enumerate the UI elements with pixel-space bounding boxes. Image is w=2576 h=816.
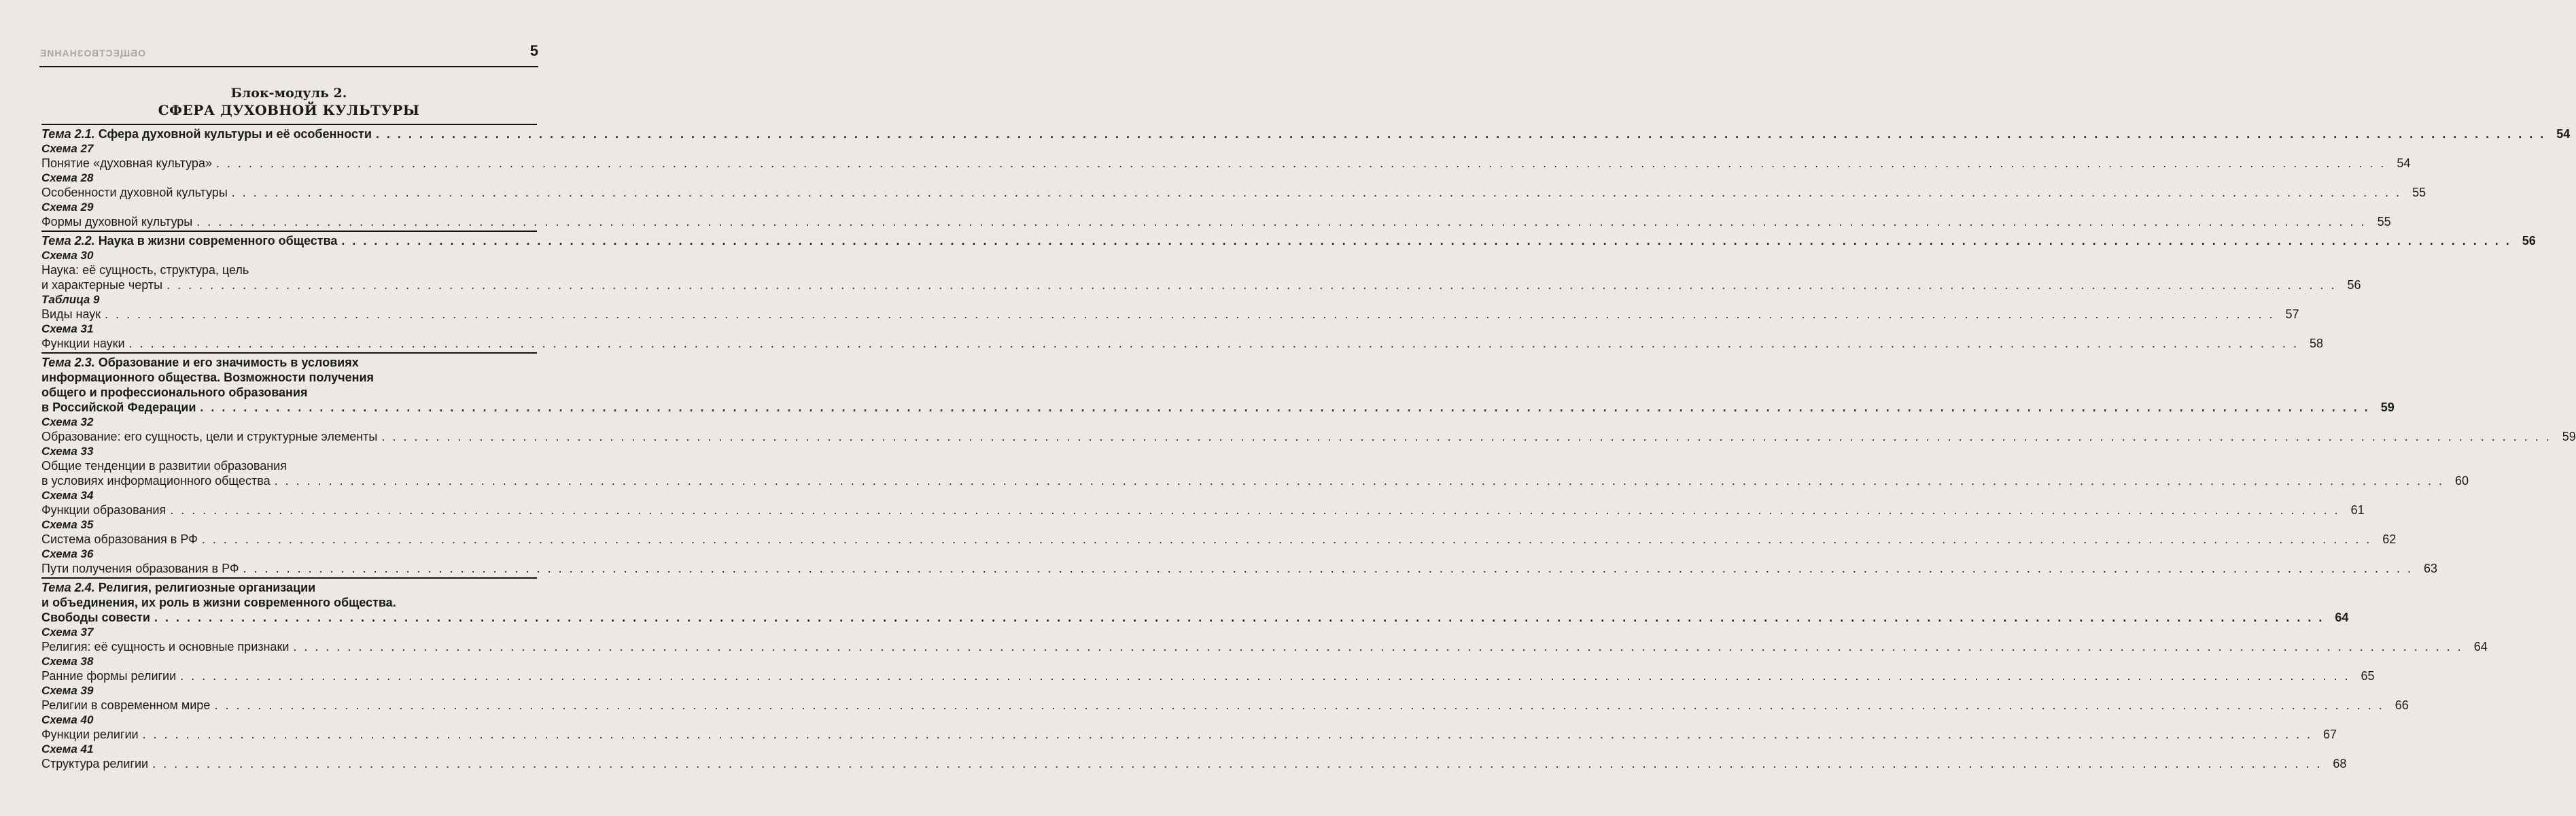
toc-entry xyxy=(41,473,2469,488)
dot-leader: . . . . . . . . . . . . . . . . . . . . . . . . . . . . . . . . . . . . . . . . . . . . . . . . . . . . . . . . . . . . . . . . . . . . . . . . . . . . . . . . . . . . . . . . . . . . . . . . . . . . . . . . . . . . . . . . . . . . . . . . . . . . . . . . . . . . . . . . . . . . . . . . . . . . . . . . . . . . . . . . . . . . . . . . . . . . . . . . . . . . . . . . . . . . . . . . . . . . . . . . xyxy=(167,278,2337,292)
section-divider xyxy=(41,124,537,125)
schema-label: Схема 31 xyxy=(41,322,94,335)
dot-leader: . . . . . . . . . . . . . . . . . . . . . . . . . . . . . . . . . . . . . . . . . . . . . . . . . . . . . . . . . . . . . . . . . . . . . . . . . . . . . . . . . . . . . . . . . . . . . . . . . . . . . . . . . . . . . . . . . . . . . . . . . . . . . . . . . . . . . . . . . . . . . . . . . . . . . . . . . . . . . . . . . . . . . . . . . . . . . . . . . . . . . . . . . . . . . . . . . . . . . . . . xyxy=(196,215,2367,228)
toc-entry xyxy=(41,429,2576,444)
topic-title xyxy=(41,233,337,248)
toc-entry-title: Образование: его сущность, цели и структурные элементы xyxy=(41,430,378,443)
page-ref: 59 xyxy=(2562,430,2576,443)
dot-leader: . . . . . . . . . . . . . . . . . . . . . . . . . . . . . . . . . . . . . . . . . . . . . . . . . . . . . . . . . . . . . . . . . . . . . . . . . . . . . . . . . . . . . . . . . . . . . . . . . . . . . . . . . . . . . . . . . . . . . . . . . . . . . . . . . . . . . . . . . . . . . . . . . . . . . . . . . . . . . . . . . . . . . . . . . . . . . . . . . . . . . . . . . . . . . . . . . . . . . . . . xyxy=(170,503,2340,517)
toc-line-text: и объединения, их роль в жизни современного общества. xyxy=(41,596,396,609)
toc-entry-title: Система образования в РФ xyxy=(41,532,198,546)
toc-entry-title: Структура религии xyxy=(41,757,149,770)
toc-line-text: Общие тенденции в развитии образования xyxy=(41,459,287,473)
dot-leader: . . . . . . . . . . . . . . . . . . . . . . . . . . . . . . . . . . . . . . . . . . . . . . . . . . . . . . . . . . . . . . . . . . . . . . . . . . . . . . . . . . . . . . . . . . . . . . . . . . . . . . . . . . . . . . . . . . . . . . . . . . . . . . . . . . . . . . . . . . . . . . . . . . . . . . . . . . . . . . . . . . . . . . . . . . . . . . . . . . . . . . . . . . . . . . . . . . . . . . . . xyxy=(180,669,2350,683)
dot-leader: . . . . . . . . . . . . . . . . . . . . . . . . . . . . . . . . . . . . . . . . . . . . . . . . . . . . . . . . . . . . . . . . . . . . . . . . . . . . . . . . . . . . . . . . . . . . . . . . . . . . . . . . . . . . . . . . . . . . . . . . . . . . . . . . . . . . . . . . . . . . . . . . . . . . . . . . . . . . . . . . . . . . . . . . . . . . . . . . . . . . . . . . . . . . . . . . . . . . . . . . xyxy=(381,430,2552,443)
header-rule xyxy=(39,66,538,67)
topic-title-line xyxy=(41,595,537,610)
toc-entry-title: Понятие «духовная культура» xyxy=(41,156,212,170)
toc-entry xyxy=(41,336,2323,351)
toc-entry-title: Функции образования xyxy=(41,503,167,517)
toc-line-text: общего и профессионального образования xyxy=(41,386,308,399)
schema-label: Схема 30 xyxy=(41,249,94,262)
toc-entry xyxy=(41,185,2426,200)
topic-number: Тема 2.4. xyxy=(41,581,95,594)
toc-entry-title: Религия: её сущность и основные признаки xyxy=(41,640,290,653)
schema-label: Схема 39 xyxy=(41,684,94,697)
dot-leader: . . . . . . . . . . . . . . . . . . . . . . . . . . . . . . . . . . . . . . . . . . . . . . . . . . . . . . . . . . . . . . . . . . . . . . . . . . . . . . . . . . . . . . . . . . . . . . . . . . . . . . . . . . . . . . . . . . . . . . . . . . . . . . . . . . . . . . . . . . . . . . . . . . . . . . . . . . . . . . . . . . . . . . . . . . . . . . . . . . . . . . . . . . . . . . . . . . . . . . . . xyxy=(152,757,2322,770)
schema-label: Схема 34 xyxy=(41,489,94,502)
dot-leader: . . . . . . . . . . . . . . . . . . . . . . . . . . . . . . . . . . . . . . . . . . . . . . . . . . . . . . . . . . . . . . . . . . . . . . . . . . . . . . . . . . . . . . . . . . . . . . . . . . . . . . . . . . . . . . . . . . . . . . . . . . . . . . . . . . . . . . . . . . . . . . . . . . . . . . . . . . . . . . . . . . . . . . . . . . . . . . . . . . . . . . . . . . . . . . . . . . . . . . . . xyxy=(200,401,2370,414)
topic-heading xyxy=(41,126,2571,141)
schema-label: Схема 28 xyxy=(41,171,94,184)
topic-number: Тема 2.3. xyxy=(41,356,95,369)
toc-entry xyxy=(41,503,2365,517)
page-ref: 57 xyxy=(2285,307,2299,321)
topic-heading xyxy=(41,580,537,595)
toc-entry-line xyxy=(41,458,537,473)
dot-leader: . . . . . . . . . . . . . . . . . . . . . . . . . . . . . . . . . . . . . . . . . . . . . . . . . . . . . . . . . . . . . . . . . . . . . . . . . . . . . . . . . . . . . . . . . . . . . . . . . . . . . . . . . . . . . . . . . . . . . . . . . . . . . . . . . . . . . . . . . . . . . . . . . . . . . . . . . . . . . . . . . . . . . . . . . . . . . . . . . . . . . . . . . . . . . . . . . . . . . . . . xyxy=(105,307,2275,321)
page-ref: 60 xyxy=(2455,474,2469,488)
topic-title-line: Образование и его значимость в условиях xyxy=(98,356,359,369)
topic-title xyxy=(41,126,372,141)
toc-entry xyxy=(41,532,2397,547)
topic-title-line: в Российской Федерации xyxy=(41,401,196,414)
section-divider xyxy=(41,231,537,232)
page-ref: 65 xyxy=(2361,669,2375,683)
dot-leader: . . . . . . . . . . . . . . . . . . . . . . . . . . . . . . . . . . . . . . . . . . . . . . . . . . . . . . . . . . . . . . . . . . . . . . . . . . . . . . . . . . . . . . . . . . . . . . . . . . . . . . . . . . . . . . . . . . . . . . . . . . . . . . . . . . . . . . . . . . . . . . . . . . . . . . . . . . . . . . . . . . . . . . . . . . . . . . . . . . . . . . . . . . . . . . . . . . . . . . . . xyxy=(142,728,2312,741)
page-ref: 63 xyxy=(2423,562,2437,575)
dot-leader: . . . . . . . . . . . . . . . . . . . . . . . . . . . . . . . . . . . . . . . . . . . . . . . . . . . . . . . . . . . . . . . . . . . . . . . . . . . . . . . . . . . . . . . . . . . . . . . . . . . . . . . . . . . . . . . . . . . . . . . . . . . . . . . . . . . . . . . . . . . . . . . . . . . . . . . . . . . . . . . . . . . . . . . . . . . . . . . . . . . . . . . . . . . . . . . . . . . . . . . . xyxy=(375,127,2546,141)
topic-title-line: Сфера духовной культуры и её особенности xyxy=(98,127,372,141)
page-ref: 66 xyxy=(2395,698,2409,712)
schema-label: Схема 35 xyxy=(41,518,94,531)
page-ref: 56 xyxy=(2522,234,2536,248)
page-number: 5 xyxy=(529,42,538,59)
block-module-title: СФЕРА ДУХОВНОЙ КУЛЬТУРЫ xyxy=(158,102,420,118)
toc-entry-line xyxy=(41,262,537,277)
schema-label: Схема 32 xyxy=(41,415,94,428)
topic-title-line: Наука в жизни современного общества xyxy=(98,234,338,248)
dot-leader: . . . . . . . . . . . . . . . . . . . . . . . . . . . . . . . . . . . . . . . . . . . . . . . . . . . . . . . . . . . . . . . . . . . . . . . . . . . . . . . . . . . . . . . . . . . . . . . . . . . . . . . . . . . . . . . . . . . . . . . . . . . . . . . . . . . . . . . . . . . . . . . . . . . . . . . . . . . . . . . . . . . . . . . . . . . . . . . . . . . . . . . . . . . . . . . . . . . . . . . . xyxy=(293,640,2463,653)
table-of-contents xyxy=(41,122,2576,771)
toc-entry-title: Особенности духовной культуры xyxy=(41,186,228,199)
dot-leader: . . . . . . . . . . . . . . . . . . . . . . . . . . . . . . . . . . . . . . . . . . . . . . . . . . . . . . . . . . . . . . . . . . . . . . . . . . . . . . . . . . . . . . . . . . . . . . . . . . . . . . . . . . . . . . . . . . . . . . . . . . . . . . . . . . . . . . . . . . . . . . . . . . . . . . . . . . . . . . . . . . . . . . . . . . . . . . . . . . . . . . . . . . . . . . . . . . . . . . . . xyxy=(128,337,2299,350)
page-ref: 54 xyxy=(2397,156,2411,170)
toc-entry xyxy=(41,668,2375,683)
topic-title-line: Свободы совести xyxy=(41,611,150,624)
page-ref: 62 xyxy=(2382,532,2397,546)
schema-label: Схема 33 xyxy=(41,445,94,458)
block-module-label: Блок-модуль 2. xyxy=(230,86,347,101)
toc-entry xyxy=(41,756,2347,771)
schema-label: Схема 27 xyxy=(41,142,94,155)
schema-label: Схема 41 xyxy=(41,743,94,755)
toc-entry-title: Ранние формы религии xyxy=(41,669,177,683)
toc-entry-title: в условиях информационного общества xyxy=(41,474,271,488)
dot-leader: . . . . . . . . . . . . . . . . . . . . . . . . . . . . . . . . . . . . . . . . . . . . . . . . . . . . . . . . . . . . . . . . . . . . . . . . . . . . . . . . . . . . . . . . . . . . . . . . . . . . . . . . . . . . . . . . . . . . . . . . . . . . . . . . . . . . . . . . . . . . . . . . . . . . . . . . . . . . . . . . . . . . . . . . . . . . . . . . . . . . . . . . . . . . . . . . . . . . . . . . xyxy=(215,156,2386,170)
running-title: ОБЩЕСТВОЗНАНИЕ xyxy=(39,48,146,58)
dot-leader: . . . . . . . . . . . . . . . . . . . . . . . . . . . . . . . . . . . . . . . . . . . . . . . . . . . . . . . . . . . . . . . . . . . . . . . . . . . . . . . . . . . . . . . . . . . . . . . . . . . . . . . . . . . . . . . . . . . . . . . . . . . . . . . . . . . . . . . . . . . . . . . . . . . . . . . . . . . . . . . . . . . . . . . . . . . . . . . . . . . . . . . . . . . . . . . . . . . . . . . . xyxy=(214,698,2384,712)
page-ref: 54 xyxy=(2556,127,2571,141)
page-ref: 58 xyxy=(2309,337,2323,350)
page-ref: 56 xyxy=(2347,278,2361,292)
toc-entry xyxy=(41,610,2349,625)
schema-label: Таблица 9 xyxy=(41,293,100,306)
toc-entry xyxy=(41,307,2299,322)
toc-entry xyxy=(41,277,2361,292)
toc-entry xyxy=(41,156,2411,171)
topic-title-line xyxy=(41,370,537,385)
dot-leader: . . . . . . . . . . . . . . . . . . . . . . . . . . . . . . . . . . . . . . . . . . . . . . . . . . . . . . . . . . . . . . . . . . . . . . . . . . . . . . . . . . . . . . . . . . . . . . . . . . . . . . . . . . . . . . . . . . . . . . . . . . . . . . . . . . . . . . . . . . . . . . . . . . . . . . . . . . . . . . . . . . . . . . . . . . . . . . . . . . . . . . . . . . . . . . . . . . . . . . . . xyxy=(341,234,2511,248)
page-header xyxy=(39,39,538,67)
toc-entry xyxy=(41,639,2488,654)
topic-heading xyxy=(41,355,537,370)
dot-leader: . . . . . . . . . . . . . . . . . . . . . . . . . . . . . . . . . . . . . . . . . . . . . . . . . . . . . . . . . . . . . . . . . . . . . . . . . . . . . . . . . . . . . . . . . . . . . . . . . . . . . . . . . . . . . . . . . . . . . . . . . . . . . . . . . . . . . . . . . . . . . . . . . . . . . . . . . . . . . . . . . . . . . . . . . . . . . . . . . . . . . . . . . . . . . . . . . . . . . . . . xyxy=(154,611,2325,624)
toc-entry-title: Виды наук xyxy=(41,307,101,321)
page-ref: 61 xyxy=(2350,503,2365,517)
toc-entry xyxy=(41,698,2409,713)
topic-title xyxy=(41,580,315,595)
page-ref: 64 xyxy=(2335,611,2349,624)
topic-title-line xyxy=(41,385,537,400)
page-ref: 59 xyxy=(2380,401,2395,414)
page-ref: 68 xyxy=(2333,757,2347,770)
page-ref: 64 xyxy=(2473,640,2488,653)
topic-heading xyxy=(41,233,2536,248)
topic-number: Тема 2.2. xyxy=(41,234,95,248)
page-ref: 55 xyxy=(2412,186,2426,199)
toc-entry-title: Формы духовной культуры xyxy=(41,215,193,228)
toc-entry xyxy=(41,561,2437,576)
page-ref: 67 xyxy=(2322,728,2337,741)
topic-number: Тема 2.1. xyxy=(41,127,95,141)
toc-entry-title: и характерные черты xyxy=(41,278,163,292)
toc-entry-title: Функции религии xyxy=(41,728,139,741)
toc-entry-title: Религии в современном мире xyxy=(41,698,211,712)
topic-title-line: Религия, религиозные организации xyxy=(98,581,316,594)
dot-leader: . . . . . . . . . . . . . . . . . . . . . . . . . . . . . . . . . . . . . . . . . . . . . . . . . . . . . . . . . . . . . . . . . . . . . . . . . . . . . . . . . . . . . . . . . . . . . . . . . . . . . . . . . . . . . . . . . . . . . . . . . . . . . . . . . . . . . . . . . . . . . . . . . . . . . . . . . . . . . . . . . . . . . . . . . . . . . . . . . . . . . . . . . . . . . . . . . . . . . . . . xyxy=(243,562,2413,575)
page-ref: 55 xyxy=(2377,215,2391,228)
dot-leader: . . . . . . . . . . . . . . . . . . . . . . . . . . . . . . . . . . . . . . . . . . . . . . . . . . . . . . . . . . . . . . . . . . . . . . . . . . . . . . . . . . . . . . . . . . . . . . . . . . . . . . . . . . . . . . . . . . . . . . . . . . . . . . . . . . . . . . . . . . . . . . . . . . . . . . . . . . . . . . . . . . . . . . . . . . . . . . . . . . . . . . . . . . . . . . . . . . . . . . . . xyxy=(231,186,2402,199)
toc-line-text: информационного общества. Возможности получения xyxy=(41,371,375,384)
toc-line-text: Наука: её сущность, структура, цель xyxy=(41,263,249,277)
toc-entry xyxy=(41,400,2395,415)
schema-label: Схема 40 xyxy=(41,713,94,726)
schema-label: Схема 38 xyxy=(41,655,94,668)
toc-entry-title: Пути получения образования в РФ xyxy=(41,562,239,575)
toc-entry-title: Функции науки xyxy=(41,337,125,350)
topic-title xyxy=(41,355,359,370)
schema-label: Схема 29 xyxy=(41,201,94,214)
dot-leader: . . . . . . . . . . . . . . . . . . . . . . . . . . . . . . . . . . . . . . . . . . . . . . . . . . . . . . . . . . . . . . . . . . . . . . . . . . . . . . . . . . . . . . . . . . . . . . . . . . . . . . . . . . . . . . . . . . . . . . . . . . . . . . . . . . . . . . . . . . . . . . . . . . . . . . . . . . . . . . . . . . . . . . . . . . . . . . . . . . . . . . . . . . . . . . . . . . . . . . . . xyxy=(274,474,2445,488)
toc-entry xyxy=(41,727,2337,742)
section-divider xyxy=(41,577,537,579)
schema-label: Схема 37 xyxy=(41,626,94,639)
dot-leader: . . . . . . . . . . . . . . . . . . . . . . . . . . . . . . . . . . . . . . . . . . . . . . . . . . . . . . . . . . . . . . . . . . . . . . . . . . . . . . . . . . . . . . . . . . . . . . . . . . . . . . . . . . . . . . . . . . . . . . . . . . . . . . . . . . . . . . . . . . . . . . . . . . . . . . . . . . . . . . . . . . . . . . . . . . . . . . . . . . . . . . . . . . . . . . . . . . . . . . . . xyxy=(201,532,2372,546)
toc-entry xyxy=(41,214,2391,229)
schema-label: Схема 36 xyxy=(41,547,94,560)
section-divider xyxy=(41,352,537,354)
